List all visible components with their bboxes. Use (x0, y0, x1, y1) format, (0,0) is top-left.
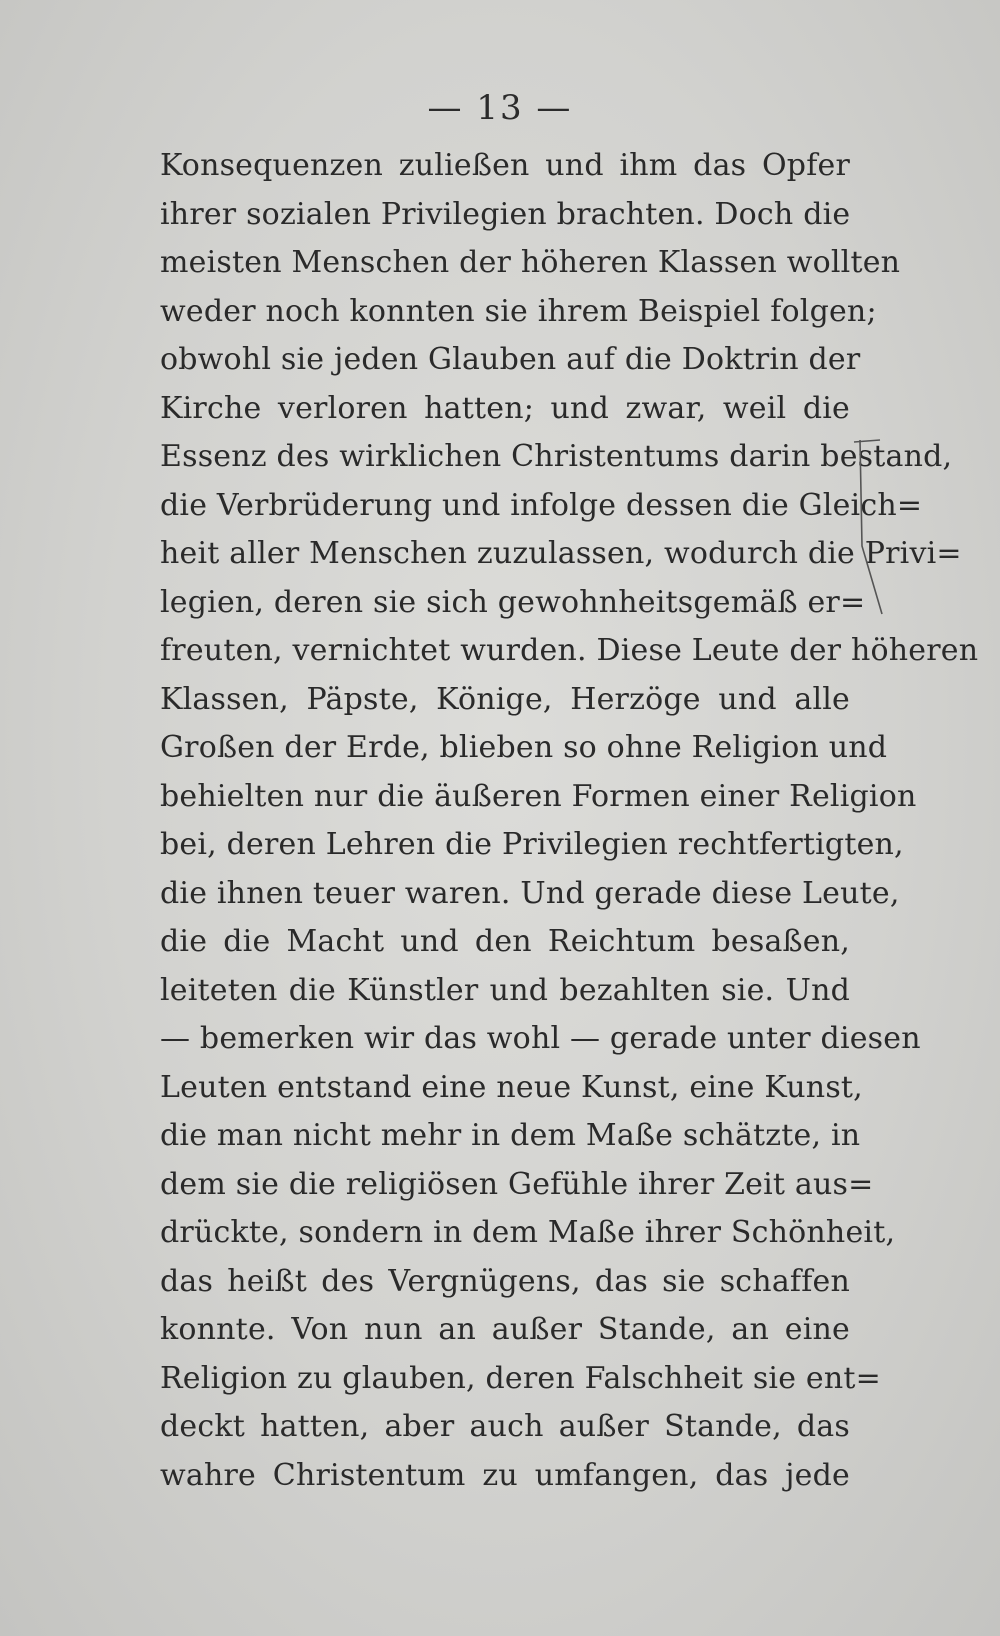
text-line: drückte, sondern in dem Maße ihrer Schönheit, (160, 1215, 896, 1250)
text-line: Großen der Erde, blieben so ohne Religion und (160, 730, 888, 765)
text-line: legien, deren sie sich gewohnheitsgemäß er= (160, 584, 866, 620)
text-line: Konsequenzen zuließen und ihm das Opfer (160, 148, 850, 183)
text-line: Leuten entstand eine neue Kunst, eine Kunst, (160, 1069, 863, 1105)
text-line: behielten nur die äußeren Formen einer Religion (160, 778, 917, 814)
page-number: — 13 — (427, 88, 573, 128)
text-line: die man nicht mehr in dem Maße schätzte, in (160, 1118, 861, 1153)
text-line: freuten, vernichtet wurden. Diese Leute der höheren (160, 633, 979, 668)
body-text (160, 142, 979, 1500)
text-line: leiteten die Künstler und bezahlten sie. Und (160, 972, 850, 1008)
text-line: ihrer sozialen Privilegien brachten. Doch die (160, 196, 851, 232)
text-line: bei, deren Lehren die Privilegien rechtfertigten, (160, 827, 904, 862)
text-line: meisten Menschen der höheren Klassen wollten (160, 245, 901, 280)
text-line: dem sie die religiösen Gefühle ihrer Zeit aus= (160, 1166, 874, 1202)
text-line: Religion zu glauben, deren Falschheit sie ent= (160, 1360, 881, 1396)
text-line: weder noch konnten sie ihrem Beispiel folgen; (160, 293, 877, 329)
text-line: das heißt des Vergnügens, das sie schaffen (160, 1263, 850, 1299)
text-line: deckt hatten, aber auch außer Stande, das (160, 1409, 850, 1444)
text-line: — bemerken wir das wohl — gerade unter diesen (160, 1021, 921, 1056)
text-line: Essenz des wirklichen Christentums darin bestand, (160, 439, 953, 474)
text-line: Kirche verloren hatten; und zwar, weil die (160, 390, 850, 426)
text-line: die die Macht und den Reichtum besaßen, (160, 924, 850, 959)
text-line: konnte. Von nun an außer Stande, an eine (160, 1312, 850, 1347)
text-line: die Verbrüderung und infolge dessen die Gleich= (160, 487, 923, 523)
text-line: Klassen, Päpste, Könige, Herzöge und alle (160, 681, 850, 717)
text-line: heit aller Menschen zuzulassen, wodurch die Privi= (160, 536, 962, 571)
text-line: obwohl sie jeden Glauben auf die Doktrin der (160, 342, 861, 377)
text-line: die ihnen teuer waren. Und gerade diese Leute, (160, 875, 900, 911)
text-line: wahre Christentum zu umfangen, das jede (160, 1457, 850, 1493)
pencil-margin-mark (852, 436, 892, 626)
